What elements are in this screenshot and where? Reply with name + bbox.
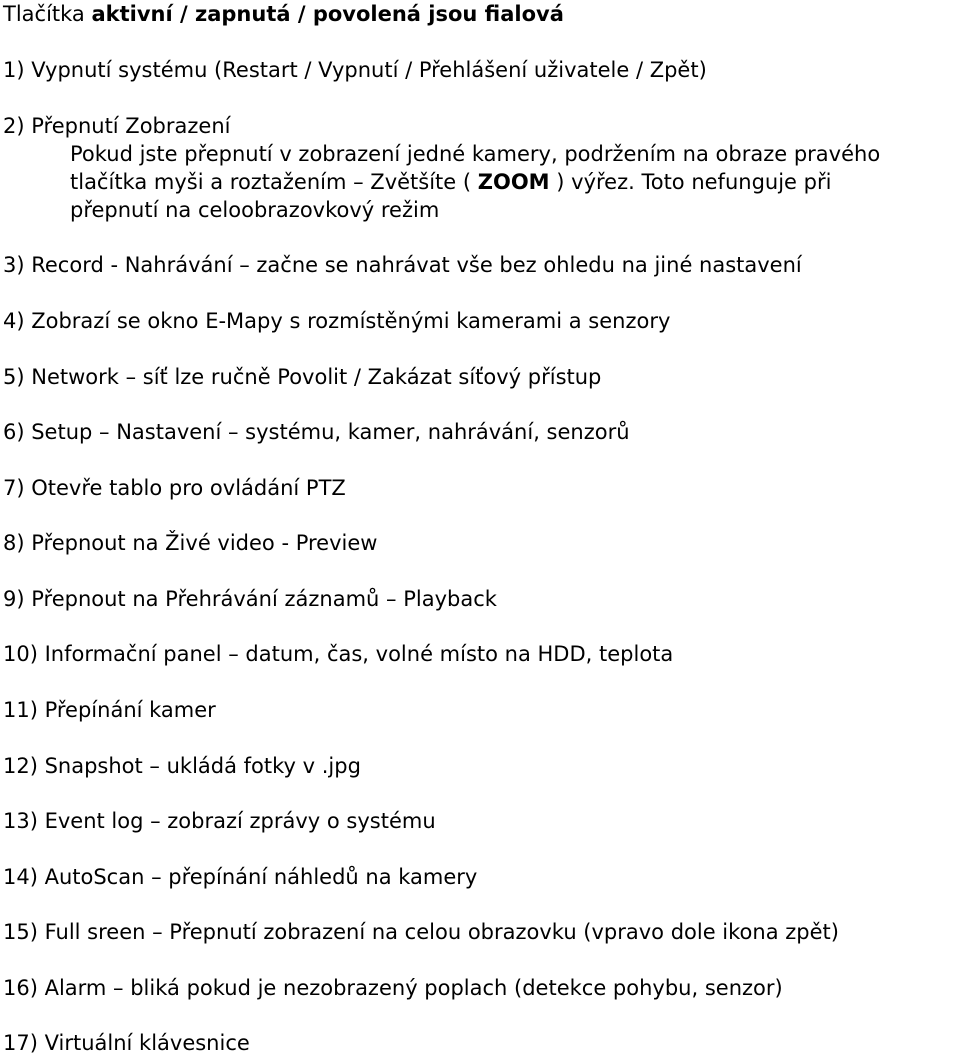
detail-line2-post: ) výřez. Toto nefunguje při <box>549 170 832 194</box>
list-item-11: 11) Přepínání kamer <box>3 698 216 722</box>
list-item-2-detail-line2 <box>70 172 831 193</box>
list-item-17: 17) Virtuální klávesnice <box>3 1031 250 1055</box>
zoom-label: ZOOM <box>477 170 550 194</box>
list-item-13: 13) Event log – zobrazí zprávy o systému <box>3 809 436 833</box>
list-item-2-detail-line3: přepnutí na celoobrazovkový režim <box>70 198 440 222</box>
list-item-16: 16) Alarm – bliká pokud je nezobrazený poplach (detekce pohybu, senzor) <box>3 976 783 1000</box>
page-heading <box>3 4 564 25</box>
list-item-3: 3) Record - Nahrávání – začne se nahrávat vše bez ohledu na jiné nastavení <box>3 253 802 277</box>
list-item-8: 8) Přepnout na Živé video - Preview <box>3 531 378 555</box>
list-item-10: 10) Informační panel – datum, čas, volné místo na HDD, teplota <box>3 642 674 666</box>
list-item-4: 4) Zobrazí se okno E-Mapy s rozmístěnými kamerami a senzory <box>3 309 671 333</box>
list-item-7: 7) Otevře tablo pro ovládání PTZ <box>3 476 346 500</box>
list-item-1: 1) Vypnutí systému (Restart / Vypnutí / Přehlášení uživatele / Zpět) <box>3 58 707 82</box>
list-item-14: 14) AutoScan – přepínání náhledů na kamery <box>3 865 478 889</box>
list-item-12: 12) Snapshot – ukládá fotky v .jpg <box>3 754 361 778</box>
heading-bold: aktivní / zapnutá / povolená jsou fialová <box>91 2 564 26</box>
list-item-2-detail-line1: Pokud jste přepnutí v zobrazení jedné kamery, podržením na obraze pravého <box>70 142 881 166</box>
list-item-6: 6) Setup – Nastavení – systému, kamer, nahrávání, senzorů <box>3 420 630 444</box>
list-item-9: 9) Přepnout na Přehrávání záznamů – Playback <box>3 587 497 611</box>
heading-prefix: Tlačítka <box>3 2 92 26</box>
detail-line2-pre: tlačítka myši a roztažením – Zvětšíte ( <box>70 170 478 194</box>
list-item-15: 15) Full sreen – Přepnutí zobrazení na celou obrazovku (vpravo dole ikona zpět) <box>3 920 839 944</box>
list-item-2: 2) Přepnutí Zobrazení <box>3 114 231 138</box>
list-item-5: 5) Network – síť lze ručně Povolit / Zakázat síťový přístup <box>3 365 602 389</box>
